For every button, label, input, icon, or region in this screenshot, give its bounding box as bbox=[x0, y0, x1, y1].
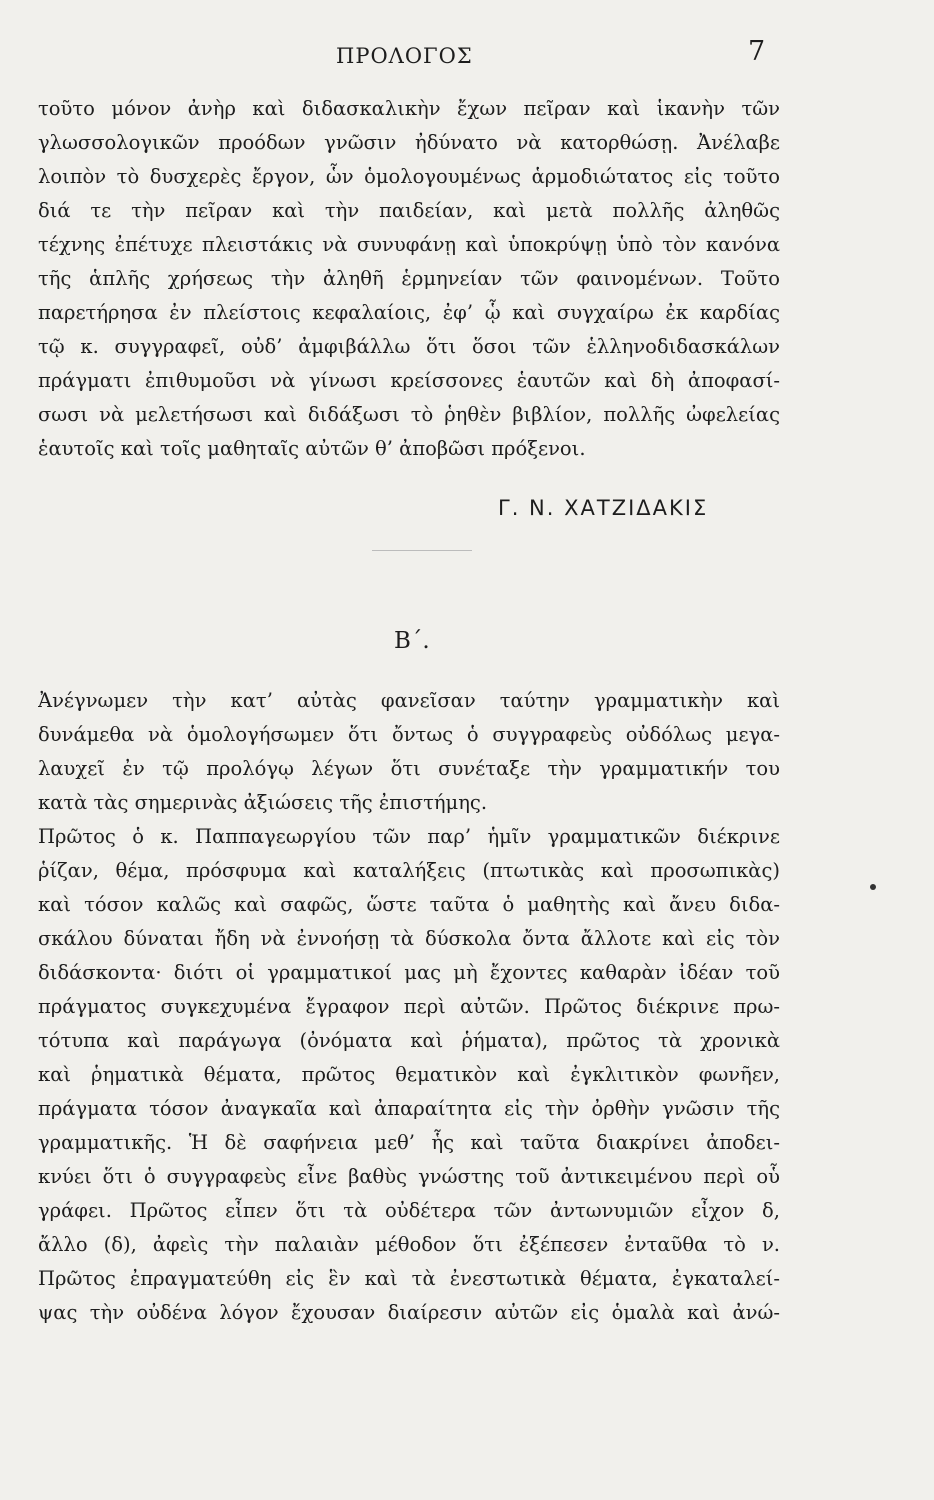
text-line: ψας τὴν οὐδένα λόγον ἔχουσαν διαίρεσιν αὐτῶν εἰς ὁμαλὰ καὶ ἀνώ- bbox=[38, 1301, 780, 1324]
text-line: λαυχεῖ ἐν τῷ προλόγῳ λέγων ὅτι συνέταξε τὴν γραμματικήν του bbox=[38, 757, 780, 780]
text-line: πράγματος συγκεχυμένα ἔγραφον περὶ αὐτῶν. Πρῶτος διέκρινε πρω- bbox=[38, 995, 780, 1018]
section-divider bbox=[372, 550, 472, 551]
text-line: διά τε τὴν πεῖραν καὶ τὴν παιδείαν, καὶ μετὰ πολλῆς ἀληθῶς bbox=[38, 199, 780, 222]
text-line: τῷ κ. συγγραφεῖ, οὐδ’ ἀμφιβάλλω ὅτι ὅσοι τῶν ἑλληνοδιδασκάλων bbox=[38, 335, 780, 358]
text-line: γλωσσολογικῶν προόδων γνῶσιν ἠδύνατο νὰ κατορθώσῃ. Ἀνέλαβε bbox=[38, 131, 780, 154]
text-line: σωσι νὰ μελετήσωσι καὶ διδάξωσι τὸ ῥηθὲν βιβλίον, πολλῆς ὠφελείας bbox=[38, 403, 780, 426]
text-line: παρετήρησα ἐν πλείστοις κεφαλαίοις, ἐφ’ ᾧ καὶ συγχαίρω ἐκ καρδίας bbox=[38, 301, 780, 324]
text-line: λοιπὸν τὸ δυσχερὲς ἔργον, ὧν ὁμολογουμένως ἁρμοδιώτατος εἰς τοῦτο bbox=[38, 165, 780, 188]
text-line: δυνάμεθα νὰ ὁμολογήσωμεν ὅτι ὄντως ὁ συγγραφεὺς οὐδόλως μεγα- bbox=[38, 723, 780, 746]
text-line: Ἀνέγνωμεν τὴν κατ’ αὐτὰς φανεῖσαν ταύτην γραμματικὴν καὶ bbox=[38, 689, 780, 712]
running-head bbox=[0, 36, 934, 76]
section-heading: Β΄. bbox=[394, 628, 430, 654]
margin-ink-dot bbox=[870, 884, 876, 890]
text-line: σκάλου δύναται ἤδη νὰ ἐννοήσῃ τὰ δύσκολα ὄντα ἄλλοτε καὶ εἰς τὸν bbox=[38, 927, 780, 950]
text-line: τέχνης ἐπέτυχε πλειστάκις νὰ συνυφάνῃ καὶ ὑποκρύψῃ ὑπὸ τὸν κανόνα bbox=[38, 233, 780, 256]
text-line: πράγματα τόσον ἀναγκαῖα καὶ ἀπαραίτητα εἰς τὴν ὀρθὴν γνῶσιν τῆς bbox=[38, 1097, 780, 1120]
author-signature: Γ. Ν. ΧΑΤΖΙΔΑΚΙΣ bbox=[498, 496, 709, 520]
text-line: διδάσκοντα· διότι οἱ γραμματικοί μας μὴ ἔχοντες καθαρὰν ἰδέαν τοῦ bbox=[38, 961, 780, 984]
text-line: κνύει ὅτι ὁ συγγραφεὺς εἶνε βαθὺς γνώστης τοῦ ἀντικειμένου περὶ οὗ bbox=[38, 1165, 780, 1188]
text-line: Πρῶτος ὁ κ. Παππαγεωργίου τῶν παρ’ ἡμῖν γραμματικῶν διέκρινε bbox=[38, 825, 780, 848]
text-line: καὶ ῥηματικὰ θέματα, πρῶτος θεματικὸν καὶ ἐγκλιτικὸν φωνῆεν, bbox=[38, 1063, 780, 1086]
page-number: 7 bbox=[748, 36, 766, 67]
text-line: ἑαυτοῖς καὶ τοῖς μαθηταῖς αὐτῶν θ’ ἀποβῶσι πρόξενοι. bbox=[38, 437, 586, 460]
text-line: τότυπα καὶ παράγωγα (ὀνόματα καὶ ῥήματα), πρῶτος τὰ χρονικὰ bbox=[38, 1029, 780, 1052]
preface-text-section-2 bbox=[38, 684, 780, 1330]
running-title: ΠΡΟΛΟΓΟΣ bbox=[336, 44, 473, 68]
text-line: τοῦτο μόνον ἀνὴρ καὶ διδασκαλικὴν ἔχων πεῖραν καὶ ἱκανὴν τῶν bbox=[38, 97, 780, 120]
text-line: πράγματι ἐπιθυμοῦσι νὰ γίνωσι κρείσσονες ἑαυτῶν καὶ δὴ ἀποφασί- bbox=[38, 369, 780, 392]
text-line: ῥίζαν, θέμα, πρόσφυμα καὶ καταλήξεις (πτωτικὰς καὶ προσωπικὰς) bbox=[38, 859, 780, 882]
preface-text-section-1 bbox=[38, 92, 780, 466]
text-line: ἄλλο (δ), ἀφεὶς τὴν παλαιὰν μέθοδον ὅτι ἐξέπεσεν ἐνταῦθα τὸ ν. bbox=[38, 1233, 780, 1256]
text-line: καὶ τόσον καλῶς καὶ σαφῶς, ὥστε ταῦτα ὁ μαθητὴς καὶ ἄνευ διδα- bbox=[38, 893, 780, 916]
text-line: γραμματικῆς. Ἡ δὲ σαφήνεια μεθ’ ἧς καὶ ταῦτα διακρίνει ἀποδει- bbox=[38, 1131, 780, 1154]
text-line: γράφει. Πρῶτος εἶπεν ὅτι τὰ οὐδέτερα τῶν ἀντωνυμιῶν εἶχον δ, bbox=[38, 1199, 780, 1222]
text-line: Πρῶτος ἐπραγματεύθη εἰς ἓν καὶ τὰ ἐνεστωτικὰ θέματα, ἐγκαταλεί- bbox=[38, 1267, 780, 1290]
text-line: κατὰ τὰς σημερινὰς ἀξιώσεις τῆς ἐπιστήμης. bbox=[38, 791, 488, 814]
text-line: τῆς ἁπλῆς χρήσεως τὴν ἀληθῆ ἑρμηνείαν τῶν φαινομένων. Τοῦτο bbox=[38, 267, 780, 290]
